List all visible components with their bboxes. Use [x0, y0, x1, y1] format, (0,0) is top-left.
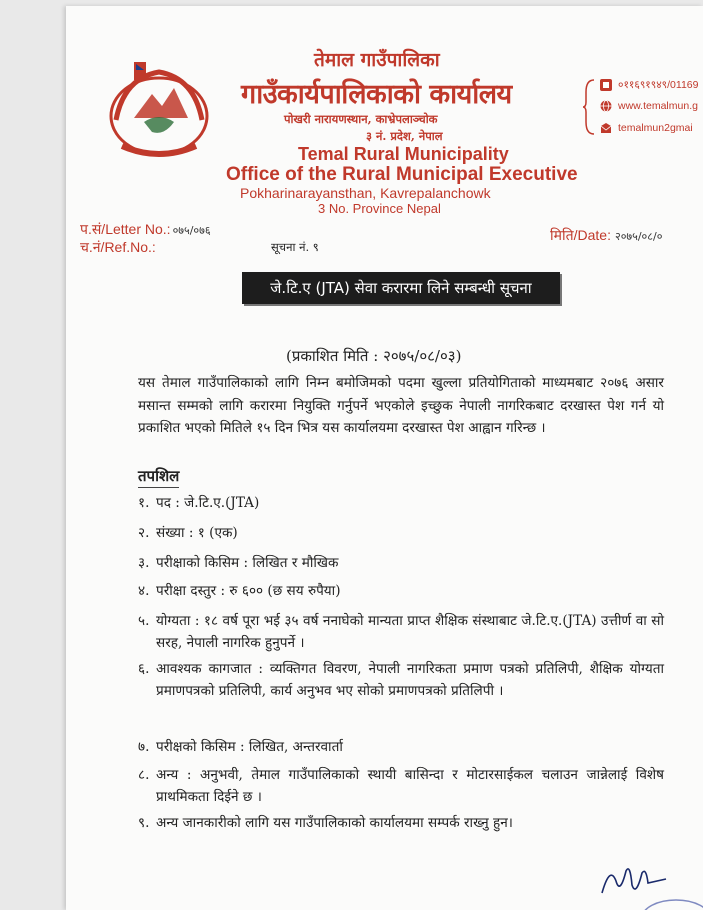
- municipality-name-nepali: तेमाल गाउँपालिका: [314, 49, 440, 71]
- item-text: परीक्षको किसिम : लिखित, अन्तरवार्ता: [156, 739, 343, 755]
- date-label: मिति/Date:: [550, 227, 611, 243]
- contact-bracket-icon: [582, 78, 596, 136]
- list-item: [138, 658, 664, 702]
- item-text: आवश्यक कागजात : व्यक्तिगत विवरण, नेपाली नागरिकता प्रमाण पत्रको प्रतिलिपी, शैक्षिक योग्यता प्रमाणपत्रको प्रतिलिपी, कार्य अनुभव भए सोको प्रमाणपत्रको प्रतिलिपी ।: [156, 661, 664, 699]
- item-number: ८.: [138, 767, 150, 783]
- list-item: [138, 610, 664, 654]
- item-text: संख्या : १ (एक): [156, 525, 238, 541]
- item-text: पद : जे.टि.ए.(JTA): [156, 495, 260, 511]
- phone-icon: [600, 79, 612, 91]
- website-text: www.temalmun.g: [618, 100, 698, 112]
- phone-text: ०११६९१९४९/01169: [618, 79, 699, 91]
- list-item: [138, 764, 664, 808]
- item-text: योग्यता : १८ वर्ष पूरा भई ३५ वर्ष ननाघेको मान्यता प्राप्त शैक्षिक संस्थाबाट जे.टि.ए.(JTA) उत्तीर्ण वा सो सरह, नेपाली नागरिक हुनुपर्ने ।: [156, 613, 664, 651]
- published-date: (प्रकाशित मिति : २०७५/०८/०३): [286, 347, 462, 365]
- office-name-nepali: गाउँकार्यपालिकाको कार्यालय: [241, 79, 512, 110]
- letter-number: [80, 220, 211, 239]
- list-item: [138, 580, 664, 602]
- contact-email: [600, 122, 693, 134]
- item-text: परीक्षाको किसिम : लिखित र मौखिक: [156, 555, 339, 571]
- intro-paragraph: यस तेमाल गाउँपालिकाको लागि निम्न बमोजिमको पदमा खुल्ला प्रतियोगिताको माध्यमबाट २०७६ असार मसान्त सम्मको लागि करारमा नियुक्ति गर्नुपर्ने भएकोले इच्छुक नेपाली नागरिकबाट दरखास्त पेश गर्न यो प्रकाशित भएको मितिले १५ दिन भित्र यस कार्यालयमा दरखास्त पेश आह्वान गरिन्छ ।: [138, 375, 664, 436]
- item-text: अन्य जानकारीको लागि यस गाउँपालिकाको कार्यालयमा सम्पर्क राख्नु हुन।: [156, 815, 513, 831]
- item-number: ७.: [138, 739, 150, 755]
- item-text: परीक्षा दस्तुर : रु ६०० (छ सय रुपैया): [156, 583, 341, 599]
- item-number: २.: [138, 525, 150, 541]
- section-heading: तपशिल: [138, 466, 179, 488]
- list-item: [138, 736, 664, 758]
- item-number: ५.: [138, 613, 150, 629]
- letter-number-label: प.सं/Letter No.:: [80, 221, 171, 237]
- item-number: ३.: [138, 555, 150, 571]
- globe-icon: [600, 100, 612, 112]
- email-icon: [600, 122, 612, 134]
- contact-phone: [600, 78, 698, 92]
- list-item: [138, 492, 664, 514]
- contact-website: [600, 100, 698, 112]
- address-english: Pokharinarayansthan, Kavrepalanchowk: [240, 185, 491, 201]
- email-text: temalmun2gmai: [618, 122, 693, 134]
- date-value: २०७५/०८/०: [614, 230, 663, 243]
- municipality-name-english: Temal Rural Municipality: [298, 144, 509, 164]
- province-english: 3 No. Province Nepal: [318, 201, 441, 216]
- list-item: [138, 552, 664, 574]
- item-number: १.: [138, 495, 150, 511]
- list-item: [138, 812, 664, 834]
- item-number: ९.: [138, 815, 150, 831]
- reference-number-label: च.नं/Ref.No.:: [80, 239, 156, 255]
- notice-title: जे.टि.ए (JTA) सेवा करारमा लिने सम्बन्धी सूचना: [242, 272, 560, 304]
- notice-number: सूचना नं. ९: [271, 240, 319, 254]
- letter-number-value: ०७५/०७६: [172, 224, 211, 237]
- office-stamp-icon: [636, 888, 703, 910]
- item-number: ४.: [138, 583, 150, 599]
- address-nepali: पोखरी नारायणस्थान, काभ्रेपलाञ्चोक: [284, 112, 438, 126]
- letter-sheet: [66, 6, 703, 910]
- nepal-emblem-icon: [104, 58, 214, 158]
- item-text: अन्य : अनुभवी, तेमाल गाउँपालिकाको स्थायी बासिन्दा र मोटारसाईकल चलाउन जान्नेलाई विशेष प्राथमिकता दिईने छ ।: [156, 767, 664, 805]
- date-field: [550, 226, 662, 245]
- list-item: [138, 522, 664, 544]
- province-nepali: ३ नं. प्रदेश, नेपाल: [366, 129, 443, 143]
- item-number: ६.: [138, 661, 150, 677]
- office-name-english: Office of the Rural Municipal Executive: [226, 164, 578, 185]
